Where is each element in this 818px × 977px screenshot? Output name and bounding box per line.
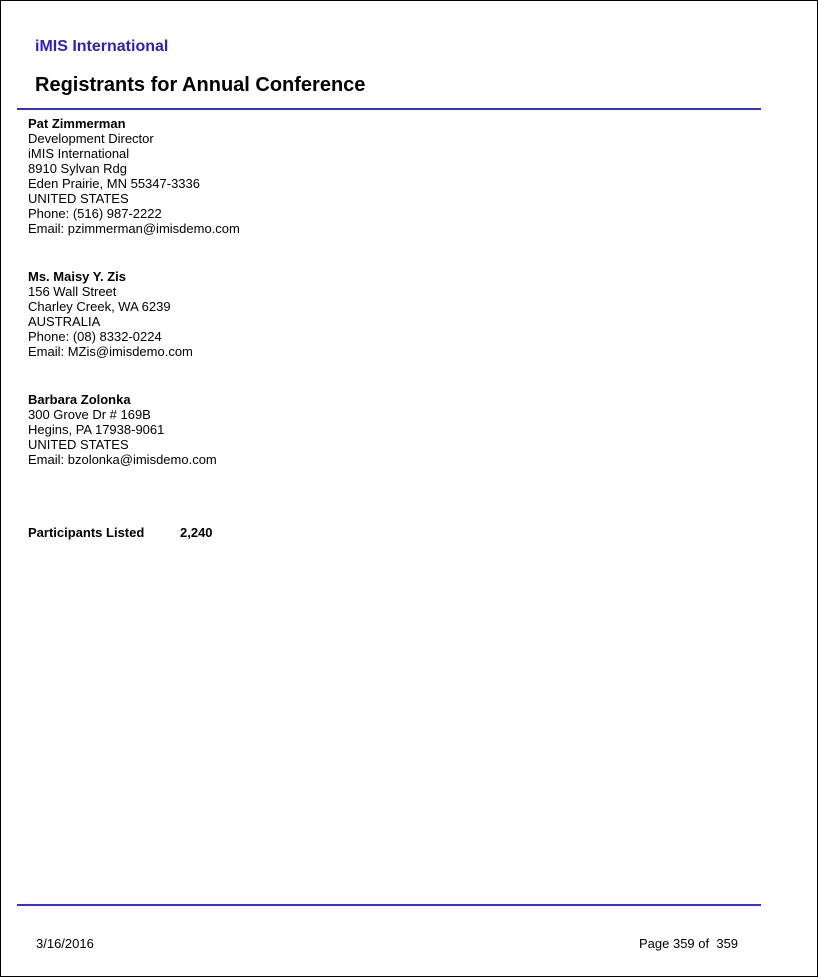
registrant-address: 156 Wall Street — [28, 284, 117, 299]
registrant-email: Email: bzolonka@imisdemo.com — [28, 452, 217, 467]
registrant-country: AUSTRALIA — [28, 314, 101, 329]
report-date: 3/16/2016 — [36, 936, 94, 951]
registrant-country: UNITED STATES — [28, 437, 129, 452]
page-number: Page 359 of 359 — [639, 936, 739, 951]
registrant-email: Email: pzimmerman@imisdemo.com — [28, 221, 240, 236]
registrant-name: Pat Zimmerman — [28, 116, 126, 131]
registrant-company: iMIS International — [28, 146, 130, 161]
registrant-name: Ms. Maisy Y. Zis — [28, 269, 127, 284]
registrant-address: 8910 Sylvan Rdg — [28, 161, 128, 176]
report-title: Registrants for Annual Conference — [35, 74, 366, 96]
registrant-country: UNITED STATES — [28, 191, 129, 206]
registrant-record — [28, 392, 728, 467]
registrant-record — [28, 269, 728, 359]
registrant-email: Email: MZis@imisdemo.com — [28, 344, 193, 359]
registrant-title: Development Director — [28, 131, 154, 146]
organization-name: iMIS International — [35, 38, 169, 55]
registrant-name: Barbara Zolonka — [28, 392, 131, 407]
registrant-city-state: Hegins, PA 17938-9061 — [28, 422, 165, 437]
registrant-address: 300 Grove Dr # 169B — [28, 407, 151, 422]
participants-label: Participants Listed — [28, 525, 145, 540]
participants-count: 2,240 — [180, 525, 213, 540]
registrant-record — [28, 116, 728, 236]
header-divider — [17, 108, 761, 110]
registrant-phone: Phone: (516) 987-2222 — [28, 206, 162, 221]
registrant-city-state: Charley Creek, WA 6239 — [28, 299, 171, 314]
footer-divider — [17, 904, 761, 906]
registrant-phone: Phone: (08) 8332-0224 — [28, 329, 162, 344]
registrant-list — [28, 116, 728, 467]
registrant-city-state: Eden Prairie, MN 55347-3336 — [28, 176, 200, 191]
participants-summary — [28, 525, 213, 540]
